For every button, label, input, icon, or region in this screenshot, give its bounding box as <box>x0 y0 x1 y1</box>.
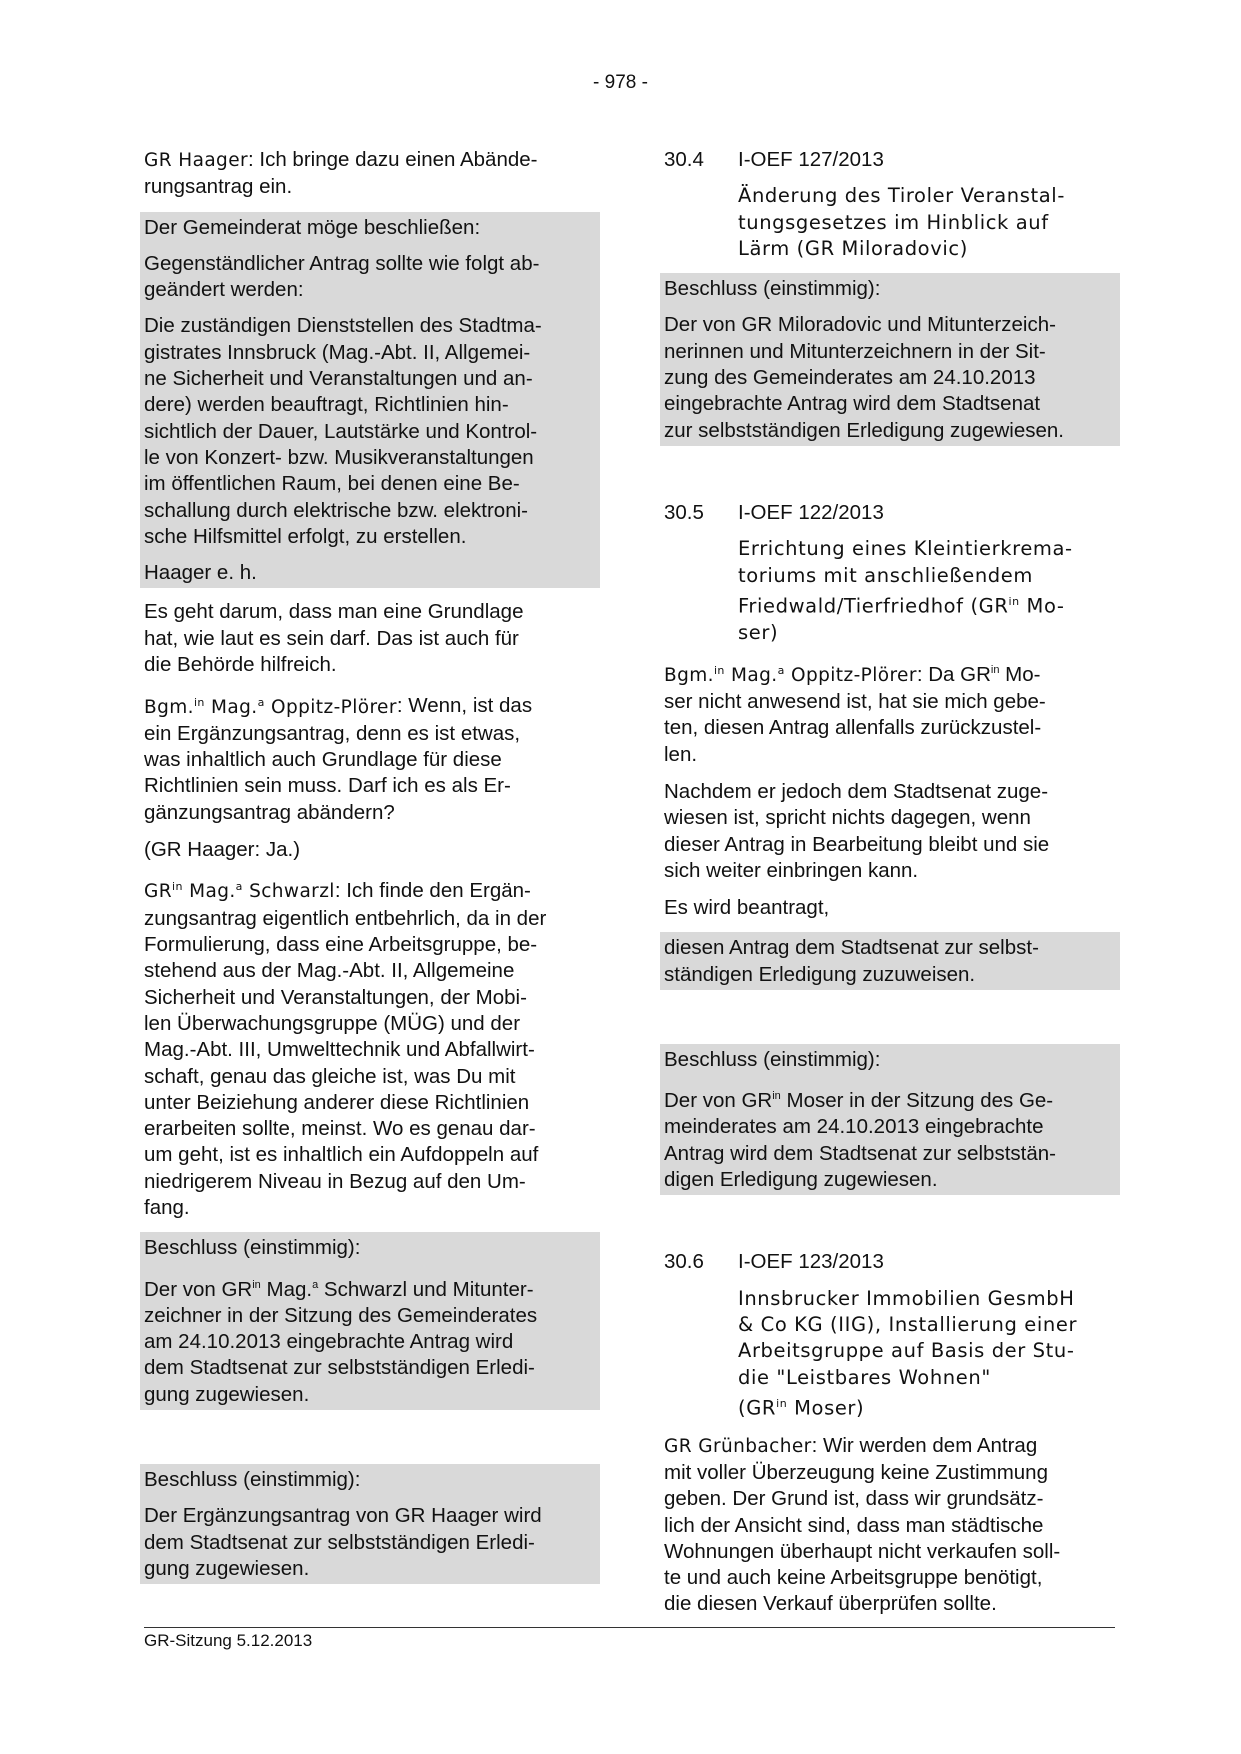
left-column <box>144 147 596 1595</box>
speaker-name: GR Grünbacher <box>664 1435 812 1457</box>
resolution-body: Der von $GR^{in}$ Moser in der Sitzung des Ge- meinderates am 24.10.2013 eingebrachte Antrag wird dem Stadtsenat zur selbststän- digen Erledigung zugewiesen. <box>664 1089 1056 1192</box>
resolution-heading: Beschluss (einstimmig): <box>664 277 881 301</box>
item-title: Innsbrucker Immobilien GesmbH & Co KG (IIG), Installierung einer Arbeitsgruppe auf Basis der Stu- die "Leistbares Wohnen" ($GR^{in}$ Moser) <box>738 1286 1078 1420</box>
resolution-body: Der von GR Miloradovic und Mitunterzeich- nerinnen und Mitunterzeichnern in der Sit- zung des Gemeinderates am 24.10.2013 eingebrachte Antrag wird dem Stadtsenat zur selbstständigen Erledigung zugewiesen. <box>664 313 1065 442</box>
motion-body: diesen Antrag dem Stadtsenat zur selbst- ständigen Erledigung zuzuweisen. <box>664 936 1039 986</box>
speaker-name: GR Haager <box>144 150 248 171</box>
resolution-heading: Beschluss (einstimmig): <box>144 1467 361 1491</box>
haager-statement: GR Haager: Ich bringe dazu einen Abände- rungsantrag ein. <box>144 148 538 199</box>
amendment-signature: Haager e. h. <box>144 561 257 585</box>
footer: GR-Sitzung 5.12.2013 <box>144 1631 313 1650</box>
item-title: Errichtung eines Kleintierkrema- toriums mit anschließendem Friedwald/Tierfriedhof ($GR^{in}$ Mo- ser) <box>738 537 1073 644</box>
speaker-name: Bgm.$^{in}$ Mag.$^a$ Oppitz-Plörer <box>144 695 397 718</box>
paragraph: (GR Haager: Ja.) <box>144 837 301 861</box>
resolution-box <box>660 273 1120 446</box>
amendment-heading: Der Gemeinderat möge beschließen: <box>144 215 481 239</box>
item-code: I-OEF 122/2013 <box>738 500 884 524</box>
paragraph: Es wird beantragt, <box>664 896 830 920</box>
footer-divider <box>144 1627 1115 1628</box>
amendment-box <box>140 212 600 589</box>
resolution-box <box>660 1044 1120 1195</box>
item-number: 30.6 <box>664 1250 704 1274</box>
resolution-box <box>140 1232 600 1410</box>
amendment-body: Die zuständigen Dienststellen des Stadtma- gistrates Innsbruck (Mag.-Abt. II, Allgemei- ne Sicherheit und Veranstaltungen und an- dere) werden beauftragt, Richtlinien hin- sichtlich der Dauer, Lautstärke und Kontrol- le von Konzert- bzw. Musikveranstaltungen im öffentlichen Raum, bei denen eine Be- schallung durch elektrische bzw. elektroni- sche Hilfsmittel erfolgt, zu erstellen. <box>144 314 542 548</box>
schwarzl-statement: $GR^{in}$ Mag.$^a$ Schwarzl: Ich finde den Ergän- zungsantrag eigentlich entbehrlich, da in der Formulierung, dass eine Arbeitsgruppe, be- stehend aus der Mag.-Abt. II, Allgemeine Sicherheit und Veranstaltungen, der Mobi- len Überwachungsgruppe (MÜG) und der Mag.-Abt. III, Umwelttechnik und Abfallwirt- schaft, genau das gleiche ist, was Du mit unter Beiziehung anderer diese Richtlinien erarbeiten sollte, meinst. Wo es genau dar- um geht, ist es inhaltlich ein Aufdoppeln auf niedrigerem Niveau in Bezug auf den Um- fang. <box>144 879 547 1219</box>
mayor-statement: Bgm.$^{in}$ Mag.$^a$ Oppitz-Plörer: Wenn, ist das ein Ergänzungsantrag, denn es ist etwas, was inhaltlich auch Grundlage für diese Richtlinien sein muss. Darf ich es als Er- gänzungsantrag abändern? <box>144 694 533 824</box>
mayor-statement: Bgm.$^{in}$ Mag.$^a$ Oppitz-Plörer: Da $GR^{in}$ Mo- ser nicht anwesend ist, hat sie mich gebe- ten, diesen Antrag allenfalls zurückzustel- len. <box>664 662 1046 766</box>
resolution-body: Der Ergänzungsantrag von GR Haager wird dem Stadtsenat zur selbstständigen Erledi- gung zugewiesen. <box>144 1504 542 1580</box>
speaker-name: Bgm.$^{in}$ Mag.$^a$ Oppitz-Plörer <box>664 663 917 686</box>
resolution-body: Der von $GR^{in}$ Mag.$^a$ Schwarzl und Mitunter- zeichner in der Sitzung des Gemeinderates am 24.10.2013 eingebrachte Antrag wird dem Stadtsenat zur selbstständigen Erledi- gung zugewiesen. <box>144 1277 538 1406</box>
agenda-item-header <box>664 500 1116 526</box>
motion-box <box>660 932 1120 990</box>
paragraph: Nachdem er jedoch dem Stadtsenat zuge- wiesen ist, spricht nichts dagegen, wenn dieser Antrag in Bearbeitung bleibt und sie sich weiter einbringen kann. <box>664 779 1050 882</box>
right-column <box>664 147 1116 1629</box>
gruenbacher-statement: GR Grünbacher: Wir werden dem Antrag mit voller Überzeugung keine Zustimmung geben. Der Grund ist, dass wir grundsätz- lich der Ansicht sind, dass man städtische Wohnungen überhaupt nicht verkaufen soll- te und auch keine Arbeitsgruppe benötigt, die diesen Verkauf überprüfen sollte. <box>664 1433 1061 1616</box>
item-code: I-OEF 127/2013 <box>738 148 884 171</box>
page-number: - 978 - <box>593 72 648 93</box>
resolution-box <box>140 1464 600 1584</box>
paragraph: Es geht darum, dass man eine Grundlage hat, wie laut es sein darf. Das ist auch für die Behörde hilfreich. <box>144 600 524 677</box>
amendment-intro: Gegenständlicher Antrag sollte wie folgt ab- geändert werden: <box>144 251 540 302</box>
resolution-heading: Beschluss (einstimmig): <box>144 1236 361 1260</box>
agenda-item-header <box>664 1249 1116 1275</box>
agenda-item-header <box>664 147 1116 173</box>
speaker-name: $GR^{in}$ Mag.$^a$ Schwarzl <box>144 880 335 903</box>
item-code: I-OEF 123/2013 <box>738 1250 884 1274</box>
item-number: 30.4 <box>664 148 704 171</box>
item-title: Änderung des Tiroler Veranstal- tungsgesetzes im Hinblick auf Lärm (GR Miloradovic) <box>738 184 1065 260</box>
item-number: 30.5 <box>664 500 704 524</box>
resolution-heading: Beschluss (einstimmig): <box>664 1048 881 1072</box>
